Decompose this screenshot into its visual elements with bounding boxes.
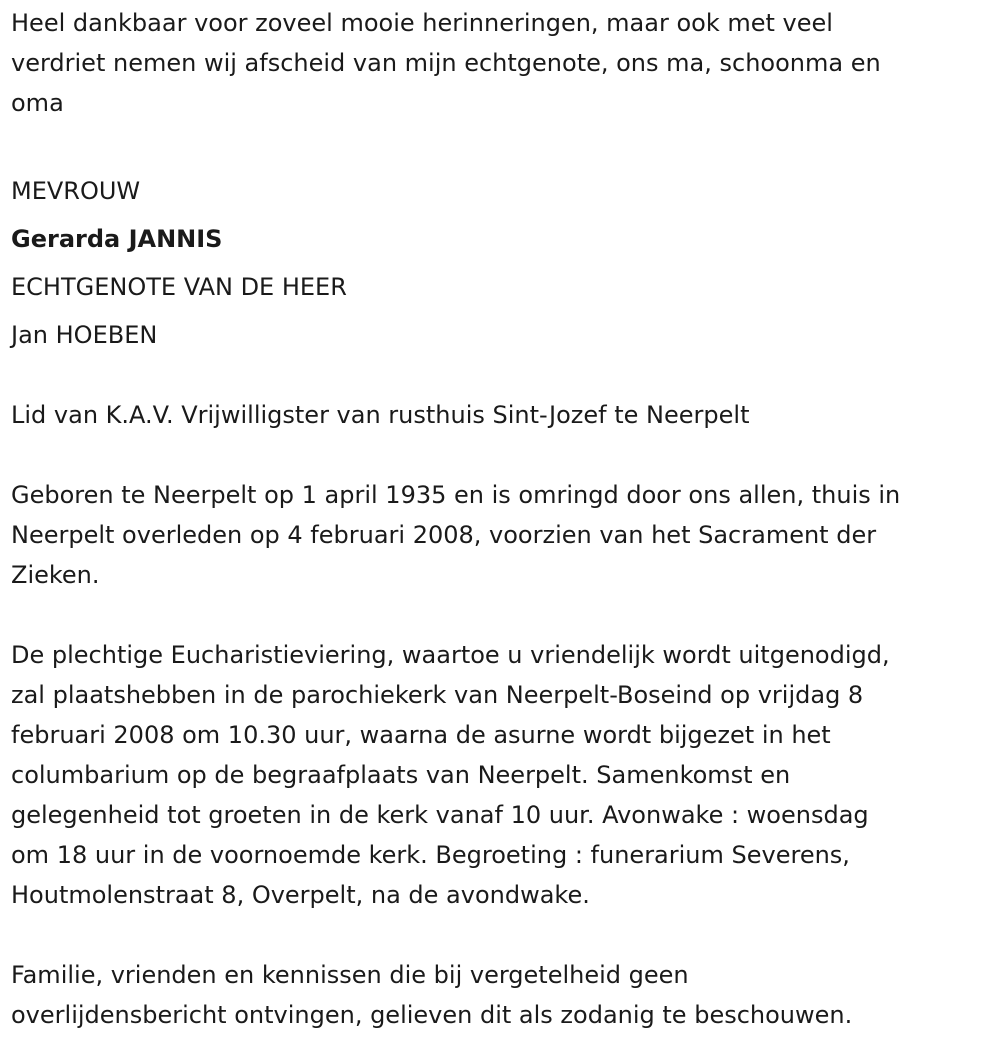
spacer: [11, 123, 991, 163]
closing-line: overlijdensbericht ontvingen, gelieven dit als zodanig te beschouwen.: [11, 1001, 853, 1029]
membership-text: Lid van K.A.V. Vrijwilligster van rusthuis Sint-Jozef te Neerpelt: [11, 401, 750, 429]
death-notice: [11, 3, 991, 1035]
intro-line: oma: [11, 89, 64, 117]
ceremony-line: februari 2008 om 10.30 uur, waarna de asurne wordt bijgezet in het: [11, 721, 831, 749]
ceremony-line: De plechtige Eucharistieviering, waartoe u vriendelijk wordt uitgenodigd,: [11, 641, 890, 669]
ceremony-line: Houtmolenstraat 8, Overpelt, na de avondwake.: [11, 881, 590, 909]
intro-paragraph: [11, 3, 991, 123]
spacer: [11, 359, 991, 395]
spacer: [11, 595, 991, 635]
birth-death-line: Zieken.: [11, 561, 100, 589]
deceased-block: [11, 167, 991, 359]
intro-line: verdriet nemen wij afscheid van mijn echtgenote, ons ma, schoonma en: [11, 49, 881, 77]
birth-death-line: Neerpelt overleden op 4 februari 2008, voorzien van het Sacrament der: [11, 521, 877, 549]
ceremony-paragraph: [11, 635, 991, 915]
ceremony-line: om 18 uur in de voornoemde kerk. Begroeting : funerarium Severens,: [11, 841, 850, 869]
ceremony-line: columbarium op de begraafplaats van Neerpelt. Samenkomst en: [11, 761, 791, 789]
spacer: [11, 435, 991, 475]
deceased-relation: ECHTGENOTE VAN DE HEER: [11, 273, 347, 301]
deceased-title: MEVROUW: [11, 177, 141, 205]
intro-line: Heel dankbaar voor zoveel mooie herinneringen, maar ook met veel: [11, 9, 833, 37]
spacer: [11, 915, 991, 955]
birth-death-line: Geboren te Neerpelt op 1 april 1935 en is omringd door ons allen, thuis in: [11, 481, 901, 509]
closing-line: Familie, vrienden en kennissen die bij vergetelheid geen: [11, 961, 689, 989]
deceased-name: Gerarda JANNIS: [11, 225, 223, 253]
spouse-name: Jan HOEBEN: [11, 321, 158, 349]
ceremony-line: zal plaatshebben in de parochiekerk van Neerpelt-Boseind op vrijdag 8: [11, 681, 864, 709]
membership-paragraph: [11, 395, 991, 435]
birth-death-paragraph: [11, 475, 991, 595]
closing-paragraph: [11, 955, 991, 1035]
ceremony-line: gelegenheid tot groeten in de kerk vanaf 10 uur. Avonwake : woensdag: [11, 801, 869, 829]
